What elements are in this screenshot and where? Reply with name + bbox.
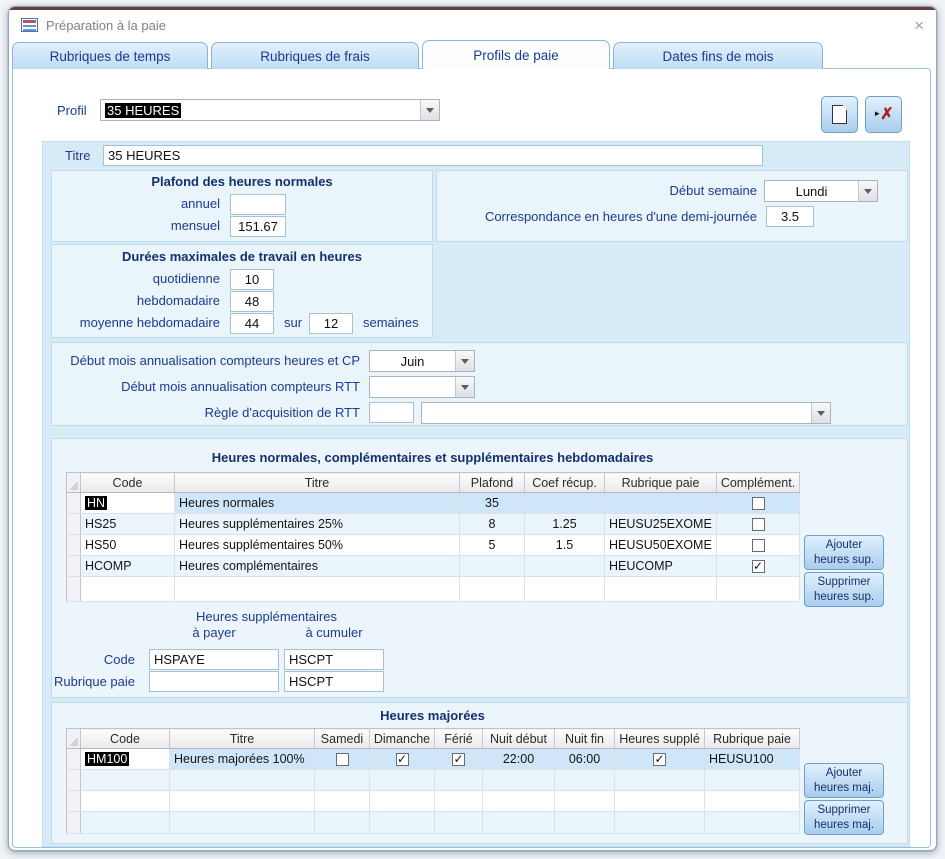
- cell-empty[interactable]: [315, 770, 370, 791]
- regle-rtt-dropdown-button[interactable]: [811, 403, 830, 423]
- debut-semaine-value: Lundi: [795, 183, 828, 199]
- table-corner: [67, 473, 81, 493]
- supprimer-heures-maj-button[interactable]: Supprimer heures maj.: [804, 800, 884, 835]
- annualisation-rtt-label: Début mois annualisation compteurs RTT: [121, 379, 360, 394]
- annualisation-rtt-combobox[interactable]: [369, 376, 475, 398]
- cell-empty[interactable]: [315, 812, 370, 834]
- cell-empty[interactable]: [460, 577, 525, 602]
- complement-checkbox[interactable]: [752, 560, 765, 573]
- cell-code[interactable]: HS25: [81, 514, 175, 535]
- tab-rubriques-de-temps[interactable]: [12, 42, 208, 69]
- tab-label: Profils de paie: [473, 47, 559, 63]
- cell-empty[interactable]: [705, 791, 800, 812]
- tab-dates-fins-de-mois[interactable]: [613, 42, 823, 69]
- correspondance-input[interactable]: [766, 206, 814, 227]
- mensuel-input[interactable]: [230, 216, 286, 237]
- close-icon[interactable]: ×: [914, 15, 924, 35]
- row-selector[interactable]: [67, 556, 81, 577]
- cell-ferie: [435, 749, 483, 770]
- code-a-payer-input[interactable]: [149, 649, 279, 670]
- chevron-down-icon: [426, 108, 434, 113]
- cell-plafond[interactable]: 8: [460, 514, 525, 535]
- row-selector[interactable]: [67, 493, 81, 514]
- hebdomadaire-input[interactable]: [230, 291, 274, 312]
- sur-label: sur: [284, 315, 303, 330]
- plafond-title: Plafond des heures normales: [151, 174, 333, 189]
- cell-titre[interactable]: Heures normales: [175, 493, 460, 514]
- quotidienne-input[interactable]: [230, 269, 274, 290]
- cell-empty[interactable]: [170, 791, 315, 812]
- row-selector[interactable]: [67, 791, 81, 812]
- cell-empty[interactable]: [435, 770, 483, 791]
- col-header-complement[interactable]: Complément.: [717, 473, 800, 493]
- annualisation-heures-cp-dropdown-button[interactable]: [455, 351, 474, 371]
- a-cumuler-label: à cumuler: [305, 625, 363, 640]
- annualisation-rtt-dropdown-button[interactable]: [455, 377, 474, 397]
- selected-text: 35 HEURES: [107, 102, 180, 118]
- cell-empty[interactable]: [555, 770, 615, 791]
- a-payer-label: à payer: [192, 625, 236, 640]
- cell-complement: [717, 514, 800, 535]
- annualisation-rtt-value: [370, 377, 455, 397]
- plafond-section: [51, 170, 433, 242]
- cell-dimanche: [370, 749, 435, 770]
- cell-empty[interactable]: [705, 770, 800, 791]
- cell-titre[interactable]: Heures supplémentaires 25%: [175, 514, 460, 535]
- new-page-icon: [832, 105, 847, 124]
- cell-coef[interactable]: 1.5: [525, 535, 605, 556]
- durees-title: Durées maximales de travail en heures: [122, 249, 362, 264]
- cell-coef[interactable]: [525, 556, 605, 577]
- heures-hebdo-header-row: [67, 473, 800, 493]
- table-row-empty[interactable]: [67, 791, 800, 812]
- cell-complement: [717, 493, 800, 514]
- cell-empty[interactable]: [170, 812, 315, 834]
- chevron-down-icon: [864, 189, 872, 194]
- col-header-plafond[interactable]: Plafond: [460, 473, 525, 493]
- cell-samedi: [315, 749, 370, 770]
- cell-coef[interactable]: 1.25: [525, 514, 605, 535]
- cell-empty[interactable]: [615, 812, 705, 834]
- col-header-titre[interactable]: Titre: [170, 729, 315, 749]
- annualisation-heures-cp-label: Début mois annualisation compteurs heures et CP: [70, 353, 360, 368]
- profil-dropdown-button[interactable]: [420, 100, 439, 120]
- cell-empty[interactable]: [175, 577, 460, 602]
- profil-label: Profil: [57, 103, 87, 118]
- cell-empty[interactable]: [483, 791, 555, 812]
- cell-empty[interactable]: [370, 770, 435, 791]
- annualisation-heures-cp-value: Juin: [400, 353, 425, 369]
- col-header-nuit-fin[interactable]: Nuit fin: [555, 729, 615, 749]
- tab-label: Rubriques de temps: [49, 48, 171, 64]
- col-header-ferie[interactable]: Férié: [435, 729, 483, 749]
- annuel-input[interactable]: [230, 194, 286, 215]
- correspondance-label: Correspondance en heures d'une demi-journée: [484, 209, 757, 224]
- regle-rtt-combobox[interactable]: [421, 402, 831, 424]
- table-row[interactable]: [67, 749, 800, 770]
- cell-empty[interactable]: [81, 770, 170, 791]
- titre-label: Titre: [65, 148, 91, 163]
- tab-strip: [9, 40, 936, 69]
- cell-empty[interactable]: [170, 770, 315, 791]
- window-title: Préparation à la paie: [46, 17, 166, 33]
- ajouter-heures-maj-button[interactable]: Ajouter heures maj.: [804, 763, 884, 798]
- col-header-code[interactable]: Code: [81, 473, 175, 493]
- col-header-dimanche[interactable]: Dimanche: [370, 729, 435, 749]
- cell-titre[interactable]: Heures majorées 100%: [170, 749, 315, 770]
- cell-complement: [717, 535, 800, 556]
- cell-empty[interactable]: [315, 791, 370, 812]
- table-row[interactable]: [67, 493, 800, 514]
- supprimer-heures-sup-button[interactable]: Supprimer heures sup.: [804, 572, 884, 607]
- cell-empty[interactable]: [555, 812, 615, 834]
- col-header-rubrique[interactable]: Rubrique paie: [705, 729, 800, 749]
- heures-majorees-table: [66, 728, 800, 834]
- col-header-coef[interactable]: Coef récup.: [525, 473, 605, 493]
- profil-combobox-value: [101, 100, 420, 120]
- tab-label: Rubriques de frais: [260, 48, 370, 64]
- delete-record-button[interactable]: [865, 96, 902, 133]
- quotidienne-label: quotidienne: [152, 271, 220, 286]
- cell-empty[interactable]: [81, 812, 170, 834]
- chevron-down-icon: [461, 359, 469, 364]
- delete-record-icon: ► ✗: [873, 107, 893, 123]
- cell-empty[interactable]: [705, 812, 800, 834]
- regle-rtt-label: Règle d'acquisition de RTT: [204, 405, 360, 420]
- selected-text: HM100: [87, 752, 128, 766]
- table-row-empty[interactable]: [67, 577, 800, 602]
- complement-checkbox[interactable]: [752, 539, 765, 552]
- annuel-label: annuel: [180, 196, 220, 211]
- mensuel-label: mensuel: [170, 218, 220, 233]
- cell-empty[interactable]: [483, 770, 555, 791]
- profil-combobox[interactable]: [100, 99, 440, 121]
- cell-empty[interactable]: [605, 577, 717, 602]
- rubrique-paie-label: Rubrique paie: [54, 674, 135, 689]
- selected-text: HN: [87, 496, 106, 510]
- complement-checkbox[interactable]: [752, 497, 765, 510]
- row-selector[interactable]: [67, 535, 81, 556]
- cell-empty[interactable]: [525, 577, 605, 602]
- dimanche-checkbox[interactable]: [396, 753, 409, 766]
- cell-code[interactable]: HCOMP: [81, 556, 175, 577]
- table-row[interactable]: [67, 514, 800, 535]
- title-bar: [9, 10, 936, 40]
- cell-empty[interactable]: [435, 812, 483, 834]
- cell-nuit-fin[interactable]: 06:00: [555, 749, 615, 770]
- chevron-down-icon: [461, 385, 469, 390]
- heures-hebdo-section: [51, 438, 908, 698]
- new-record-button[interactable]: [821, 96, 858, 133]
- form-icon: [21, 18, 38, 32]
- chevron-down-icon: [817, 411, 825, 416]
- cell-empty[interactable]: [370, 791, 435, 812]
- cell-empty[interactable]: [717, 577, 800, 602]
- ajouter-heures-sup-button[interactable]: Ajouter heures sup.: [804, 535, 884, 570]
- cell-heures-supple: [615, 749, 705, 770]
- profile-detail-panel: [42, 141, 910, 847]
- table-row[interactable]: [67, 535, 800, 556]
- heures-majorees-header-row: [67, 729, 800, 749]
- cell-coef[interactable]: [525, 493, 605, 514]
- cell-complement: [717, 556, 800, 577]
- rubrique-a-cumuler-input[interactable]: [284, 671, 384, 692]
- cell-empty[interactable]: [555, 791, 615, 812]
- ferie-checkbox[interactable]: [452, 753, 465, 766]
- cell-rubrique[interactable]: HEUSU100: [705, 749, 800, 770]
- cell-empty[interactable]: [615, 770, 705, 791]
- regle-rtt-value: [422, 403, 811, 423]
- cell-empty[interactable]: [615, 791, 705, 812]
- cell-rubrique[interactable]: HEUSU25EXOME: [605, 514, 717, 535]
- cell-empty[interactable]: [370, 812, 435, 834]
- rubrique-a-payer-input[interactable]: [149, 671, 279, 692]
- cell-rubrique[interactable]: [605, 493, 717, 514]
- heures-majorees-title: Heures majorées: [380, 708, 485, 723]
- col-header-code[interactable]: Code: [81, 729, 170, 749]
- row-selector[interactable]: [67, 749, 81, 770]
- titre-input[interactable]: [103, 145, 763, 166]
- cell-titre[interactable]: Heures supplémentaires 50%: [175, 535, 460, 556]
- samedi-checkbox[interactable]: [336, 753, 349, 766]
- moyenne-hebdomadaire-label: moyenne hebdomadaire: [79, 315, 220, 330]
- code-label: Code: [103, 652, 135, 667]
- tab-page-profils-de-paie: [12, 68, 931, 848]
- durees-section: [51, 244, 433, 338]
- cell-code[interactable]: HS50: [81, 535, 175, 556]
- hebdomadaire-label: hebdomadaire: [136, 293, 220, 308]
- cell-empty[interactable]: [81, 577, 175, 602]
- heures-sup-title: Heures supplémentaires: [196, 609, 337, 624]
- table-row-empty[interactable]: [67, 812, 800, 834]
- cell-rubrique[interactable]: HEUSU50EXOME: [605, 535, 717, 556]
- complement-checkbox[interactable]: [752, 518, 765, 531]
- row-selector[interactable]: [67, 812, 81, 834]
- cell-rubrique[interactable]: HEUCOMP: [605, 556, 717, 577]
- row-selector[interactable]: [67, 770, 81, 791]
- debut-semaine-label: Début semaine: [669, 183, 757, 198]
- heures-hebdo-table: [66, 472, 800, 602]
- annualisation-heures-cp-combobox[interactable]: [369, 350, 475, 372]
- moyenne-hebdomadaire-input[interactable]: [230, 313, 274, 334]
- app-window: [8, 6, 937, 851]
- tab-label: Dates fins de mois: [662, 48, 774, 64]
- table-corner: [67, 729, 81, 749]
- heures-supple-checkbox[interactable]: [653, 753, 666, 766]
- cell-plafond[interactable]: 5: [460, 535, 525, 556]
- col-header-titre[interactable]: Titre: [175, 473, 460, 493]
- tab-profils-de-paie[interactable]: [422, 40, 610, 69]
- debut-semaine-dropdown-button[interactable]: [858, 181, 877, 201]
- row-selector[interactable]: [67, 577, 81, 602]
- regle-rtt-code-input[interactable]: [369, 402, 414, 423]
- tab-rubriques-de-frais[interactable]: [211, 42, 419, 69]
- semaine-section: [436, 170, 908, 242]
- semaines-label: semaines: [363, 315, 419, 330]
- cell-plafond[interactable]: [460, 556, 525, 577]
- table-row[interactable]: [67, 556, 800, 577]
- heures-hebdo-title: Heures normales, complémentaires et supplémentaires hebdomadaires: [211, 450, 654, 465]
- cell-code[interactable]: [81, 749, 170, 770]
- row-selector[interactable]: [67, 514, 81, 535]
- cell-empty[interactable]: [435, 791, 483, 812]
- code-a-cumuler-input[interactable]: [284, 649, 384, 670]
- cell-code[interactable]: [81, 493, 175, 514]
- cell-plafond[interactable]: 35: [460, 493, 525, 514]
- col-header-samedi[interactable]: Samedi: [315, 729, 370, 749]
- annualisation-section: [51, 342, 908, 426]
- cell-empty[interactable]: [483, 812, 555, 834]
- col-header-heures-supple[interactable]: Heures supplé: [615, 729, 705, 749]
- col-header-rubrique[interactable]: Rubrique paie: [605, 473, 717, 493]
- table-row-empty[interactable]: [67, 770, 800, 791]
- cell-empty[interactable]: [81, 791, 170, 812]
- cell-titre[interactable]: Heures complémentaires: [175, 556, 460, 577]
- semaines-count-input[interactable]: [309, 313, 353, 334]
- debut-semaine-combobox[interactable]: [764, 180, 878, 202]
- heures-majorees-section: [51, 702, 908, 844]
- col-header-nuit-debut[interactable]: Nuit début: [483, 729, 555, 749]
- cell-nuit-debut[interactable]: 22:00: [483, 749, 555, 770]
